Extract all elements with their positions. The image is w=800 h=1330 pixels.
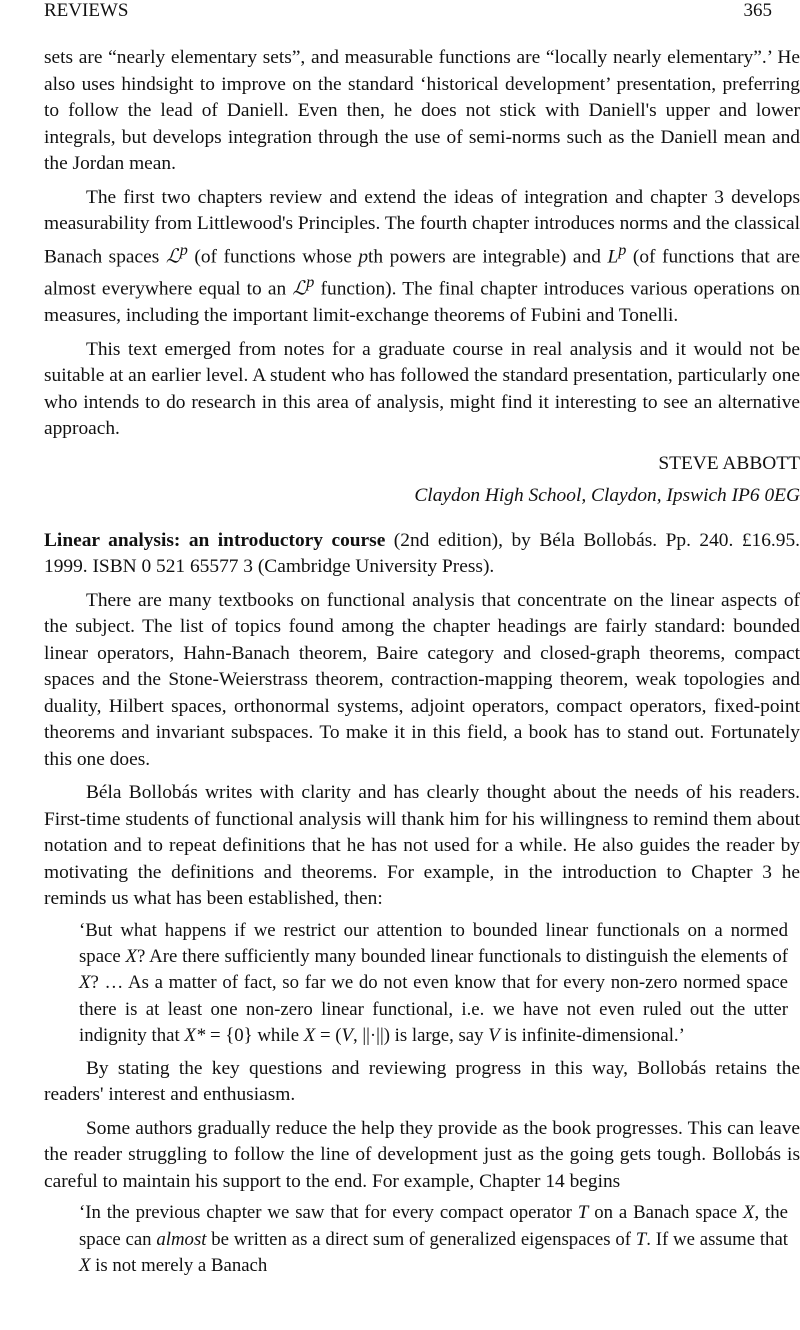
reviewer-name: STEVE ABBOTT	[658, 452, 800, 474]
review1-paragraph-3: This text emerged from notes for a graduate course in real analysis and it would not be suitable at an earlier level. A student who has followed the standard presentation, particularly one who intends to do research in this area of analysis, might find it interesting to see an alternative approach.	[44, 338, 800, 440]
book-details: (2nd edition), by Béla Bollobás. Pp. 240. £16.95. 1999. ISBN 0 521 65577 3 (Cambridge University Press).	[44, 529, 800, 578]
review2-paragraph-1: There are many textbooks on functional analysis that concentrate on the linear aspects of the subject. The list of topics found among the chapter headings are fairly standard: bounded linear operators, Hahn-Banach theorem, Baire category and closed-graph theorems, compact spaces and the Stone-Weierstrass theorem, contraction-mapping theorem, weak topologies and duality, Hilbert spaces, orthonormal systems, adjoint operators, compact operators, fixed-point theorems and invariant subspaces. To make it in this field, a book has to stand out. Fortunately this one does.	[44, 589, 800, 770]
review2-paragraph-3: By stating the key questions and reviewing progress in this way, Bollobás retains the readers' interest and enthusiasm.	[44, 1057, 800, 1106]
page-body	[44, 45, 800, 1279]
section-title: REVIEWS	[44, 0, 129, 21]
review2-paragraph-2: Béla Bollobás writes with clarity and has clearly thought about the needs of his readers. First-time students of functional analysis will thank him for his willingness to remind them about notation and to repeat definitions that he has not used for a while. He also guides the reader by motivating the definitions and theorems. For example, in the introduction to Chapter 3 he reminds us what has been established, then:	[44, 782, 800, 910]
reviewer-affiliation: Claydon High School, Claydon, Ipswich IP6 0EG	[414, 485, 800, 507]
book-title: Linear analysis: an introductory course	[44, 529, 386, 551]
review2-book-heading	[44, 528, 800, 581]
review1-paragraph-continued: sets are “nearly elementary sets”, and measurable functions are “locally nearly elementary”.’ He also uses hindsight to improve on the standard ‘historical development’ presentation, preferring to follow the lead of Daniell. Even then, he does not stick with Daniell's upper and lower integrals, but develops integration through the use of semi-norms such as the Daniell mean and the Jordan mean.	[44, 47, 800, 174]
running-header	[44, 0, 772, 26]
block-quote-1: ‘But what happens if we restrict our attention to bounded linear functionals on a normed space X? Are there sufficiently many bounded linear functionals to distinguish the elements of X? … As a matter of fact, so far we do not even know that for every non-zero normed space there is at least one non-zero linear functional, i.e. we have not even ruled out the utter indignity that X* = {0} while X = (V, ||·||) is large, say V is infinite-dimensional.’	[79, 919, 789, 1046]
page-number: 365	[743, 0, 772, 21]
review1-paragraph-2: The first two chapters review and extend the ideas of integration and chapter 3 develops measurability from Littlewood's Principles. The fourth chapter introduces norms and the classical Banach spaces ℒ$^p$ (of functions whose pth powers are integrable) and $L^p$ (of functions that are almost everywhere equal to an ℒ$^p$ function). The final chapter introduces various operations on measures, including the important limit-exchange theorems of Fubini and Tonelli.	[44, 186, 800, 327]
review2-paragraph-4: Some authors gradually reduce the help they provide as the book progresses. This can leave the reader struggling to follow the line of development just as the going gets tough. Bollobás is careful to maintain his support to the end. For example, Chapter 14 begins	[44, 1117, 800, 1192]
block-quote-2: ‘In the previous chapter we saw that for every compact operator T on a Banach space X, the space can almost be written as a direct sum of generalized eigenspaces of T. If we assume that X is not merely a Banach	[79, 1202, 788, 1276]
